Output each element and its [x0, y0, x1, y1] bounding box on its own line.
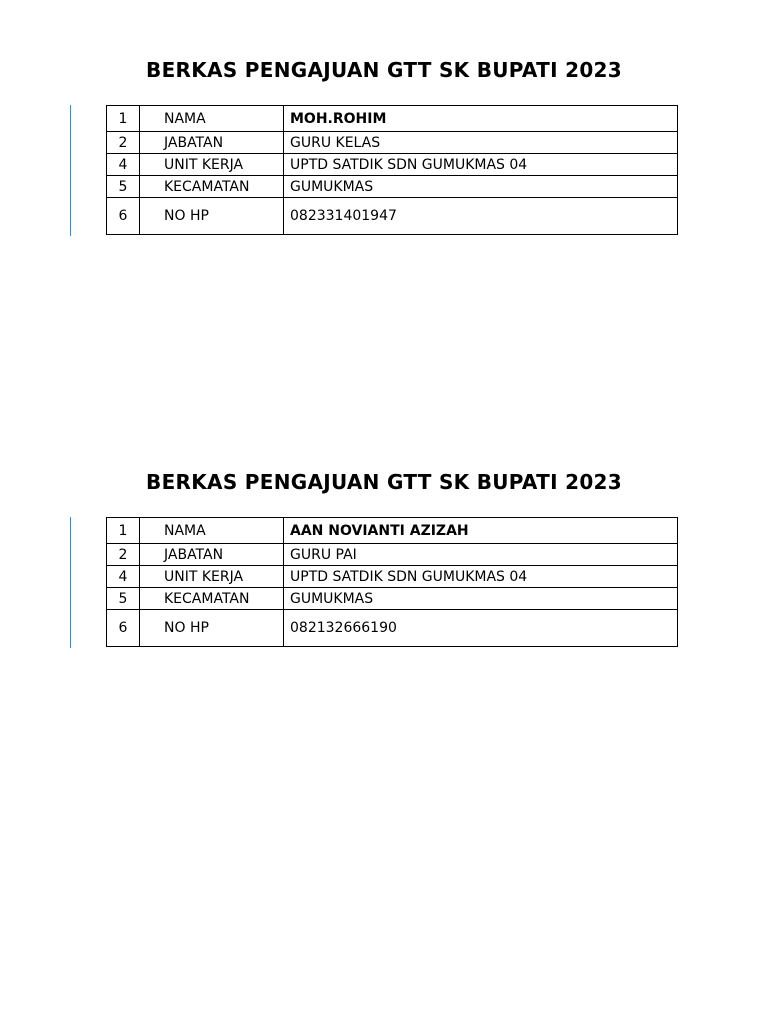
row-number: 2 [107, 544, 140, 566]
table-row [107, 588, 678, 610]
field-value: GURU PAI [284, 544, 678, 566]
row-number: 6 [107, 198, 140, 235]
field-label: UNIT KERJA [140, 154, 284, 176]
row-number: 5 [107, 588, 140, 610]
margin-line [70, 517, 71, 648]
row-number: 1 [107, 106, 140, 132]
field-value: 082132666190 [284, 610, 678, 647]
field-label: NAMA [140, 106, 284, 132]
field-value: GUMUKMAS [284, 176, 678, 198]
field-value: 082331401947 [284, 198, 678, 235]
row-number: 2 [107, 132, 140, 154]
record-table [106, 105, 678, 235]
field-value: AAN NOVIANTI AZIZAH [284, 518, 678, 544]
table-row [107, 154, 678, 176]
field-label: UNIT KERJA [140, 566, 284, 588]
field-label: JABATAN [140, 132, 284, 154]
field-label: KECAMATAN [140, 588, 284, 610]
table-row [107, 198, 678, 235]
table-row [107, 610, 678, 647]
field-label: JABATAN [140, 544, 284, 566]
table-row [107, 106, 678, 132]
margin-line [70, 105, 71, 236]
field-value: GURU KELAS [284, 132, 678, 154]
field-value: MOH.ROHIM [284, 106, 678, 132]
field-label: NAMA [140, 518, 284, 544]
table-row [107, 132, 678, 154]
field-value: GUMUKMAS [284, 588, 678, 610]
table-row [107, 176, 678, 198]
field-label: KECAMATAN [140, 176, 284, 198]
document-title: BERKAS PENGAJUAN GTT SK BUPATI 2023 [146, 470, 622, 494]
row-number: 6 [107, 610, 140, 647]
field-label: NO HP [140, 198, 284, 235]
row-number: 4 [107, 566, 140, 588]
table-row [107, 518, 678, 544]
row-number: 5 [107, 176, 140, 198]
document-title: BERKAS PENGAJUAN GTT SK BUPATI 2023 [146, 58, 622, 82]
field-value: UPTD SATDIK SDN GUMUKMAS 04 [284, 566, 678, 588]
field-value: UPTD SATDIK SDN GUMUKMAS 04 [284, 154, 678, 176]
field-label: NO HP [140, 610, 284, 647]
record-table [106, 517, 678, 647]
table-row [107, 544, 678, 566]
row-number: 1 [107, 518, 140, 544]
table-row [107, 566, 678, 588]
row-number: 4 [107, 154, 140, 176]
